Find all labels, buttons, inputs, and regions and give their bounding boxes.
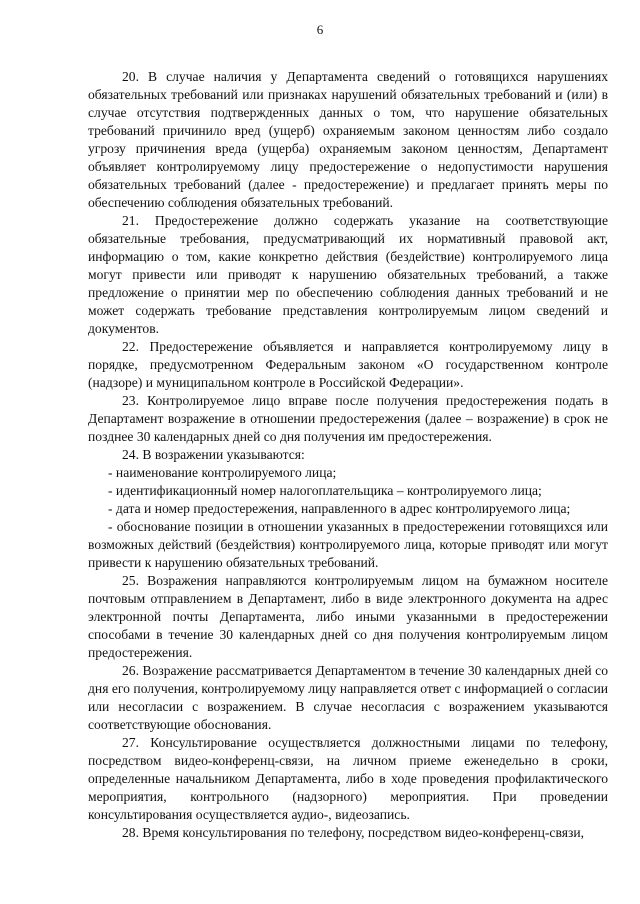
page-number: 6 bbox=[316, 22, 324, 37]
paragraph: 20. В случае наличия у Департамента сведений о готовящихся нарушениях обязательных требований или признаках нарушений обязательных требований и (или) в случае отсутствия подтвержденных данных о том, что нарушение обязательных требований причинило вред (ущерб) охраняемым законом ценностям либо создало угрозу причинения вреда (ущерба) охраняемым законом ценностям, Департамент объявляет контролируемому лицу предостережение о недопустимости нарушения обязательных требований (далее - предостережение) и предлагает принять меры по обеспечению соблюдения обязательных требований. bbox=[88, 69, 608, 210]
list-item: - обоснование позиции в отношении указанных в предостережении готовящихся или возможных действий (бездействия) контролируемого лица, которые приводят или могут привести к нарушению обязательных требований. bbox=[88, 519, 608, 570]
paragraph: 25. Возражения направляются контролируемым лицом на бумажном носителе почтовым отправлением в Департамент, либо в виде электронного документа на адрес электронной почты Департамента, либо иными указанными в предостережении способами в течение 30 календарных дней со дня получения контролируемым лицом предостережения. bbox=[88, 573, 608, 660]
document-body bbox=[88, 68, 608, 842]
paragraph: 24. В возражении указываются: bbox=[122, 447, 305, 462]
paragraph: 22. Предостережение объявляется и направляется контролируемому лицу в порядке, предусмотренном Федеральным законом «О государственном контроле (надзоре) и муниципальном контроле в Российской Федерации». bbox=[88, 339, 608, 390]
paragraph: 28. Время консультирования по телефону, посредством видео-конференц-связи, bbox=[122, 825, 584, 840]
list-item: - идентификационный номер налогоплательщика – контролируемого лица; bbox=[108, 483, 542, 498]
paragraph: 21. Предостережение должно содержать указание на соответствующие обязательные требования, предусматривающий их нормативный правовой акт, информацию о том, какие конкретно действия (бездействие) контролируемого лица могут привести или приводят к нарушению обязательных требований, а также предложение о принятии мер по обеспечению соблюдения данных требований и не может содержать требование представления контролируемым лицом сведений и документов. bbox=[88, 213, 608, 336]
paragraph: 27. Консультирование осуществляется должностными лицами по телефону, посредством видео-конференц-связи, на личном приеме еженедельно в сроки, определенные начальником Департамента, либо в ходе проведения профилактического мероприятия, контрольного (надзорного) мероприятия. При проведении консультирования осуществляется аудио-, видеозапись. bbox=[88, 735, 608, 822]
paragraph: 23. Контролируемое лицо вправе после получения предостережения подать в Департамент возражение в отношении предостережения (далее – возражение) в срок не позднее 30 календарных дней со дня получения им предостережения. bbox=[88, 393, 608, 444]
list-item: - дата и номер предостережения, направленного в адрес контролируемого лица; bbox=[108, 501, 571, 516]
paragraph: 26. Возражение рассматривается Департаментом в течение 30 календарных дней со дня его получения, контролируемому лицу направляется ответ с информацией о согласии или несогласии с возражением. В случае несогласия с возражением указываются соответствующие обоснования. bbox=[88, 663, 608, 732]
list-item: - наименование контролируемого лица; bbox=[108, 465, 337, 480]
